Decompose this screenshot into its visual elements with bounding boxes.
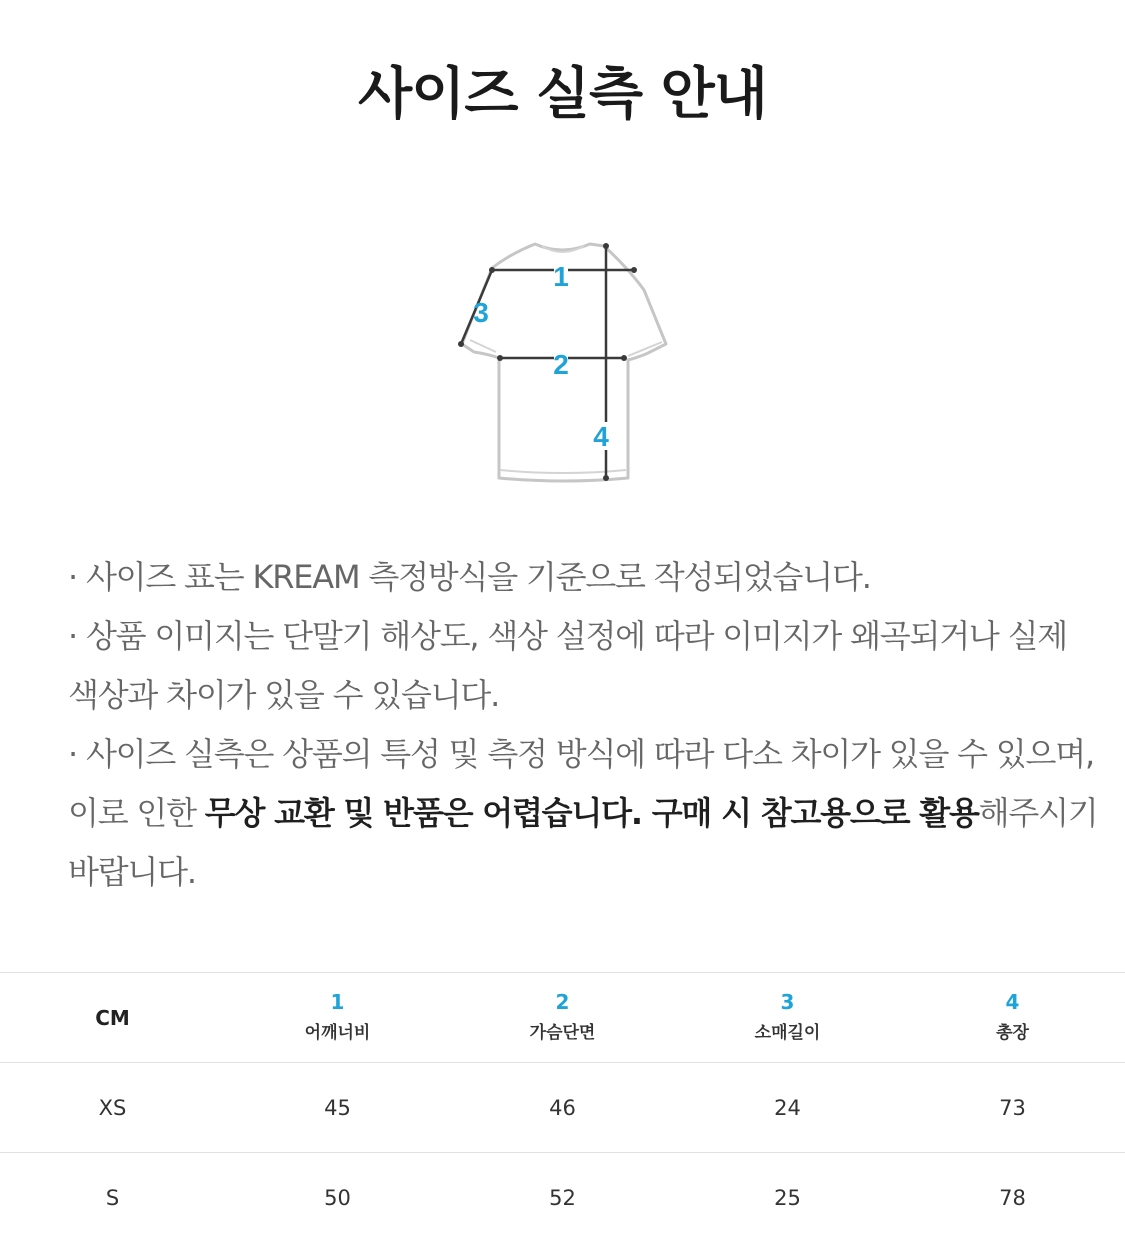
column-header bbox=[900, 988, 1125, 1048]
value-cell: 25 bbox=[774, 1185, 801, 1210]
value-cell: 78 bbox=[999, 1185, 1026, 1210]
column-header bbox=[675, 988, 900, 1048]
measure-label-3: 3 bbox=[473, 297, 489, 328]
note-text: 이로 인한 bbox=[68, 794, 205, 832]
size-cell: XS bbox=[98, 1095, 127, 1120]
column-header bbox=[450, 988, 675, 1048]
value-cell: 24 bbox=[774, 1095, 801, 1120]
column-label: 가슴단면 bbox=[529, 1022, 596, 1043]
column-label: 소매길이 bbox=[754, 1022, 821, 1043]
column-number: 1 bbox=[330, 989, 345, 1014]
value-cell: 52 bbox=[549, 1185, 576, 1210]
size-cell: S bbox=[105, 1185, 120, 1210]
unit-header: CM bbox=[95, 1005, 130, 1030]
measure-label-1: 1 bbox=[553, 261, 569, 292]
table-row bbox=[0, 1152, 1125, 1242]
column-label: 어깨너비 bbox=[304, 1022, 371, 1043]
column-number: 4 bbox=[1005, 989, 1020, 1014]
tshirt-measurement-diagram bbox=[440, 232, 680, 492]
note-text: 해주시기 bbox=[978, 794, 1098, 832]
value-cell: 46 bbox=[549, 1095, 576, 1120]
tshirt-icon bbox=[440, 232, 680, 492]
size-notes bbox=[68, 548, 1098, 902]
column-label: 총장 bbox=[996, 1022, 1029, 1043]
table-row bbox=[0, 1062, 1125, 1152]
size-table bbox=[0, 972, 1125, 1242]
note-line: 바랍니다. bbox=[68, 853, 196, 891]
value-cell: 50 bbox=[324, 1185, 351, 1210]
page-title: 사이즈 실측 안내 bbox=[358, 62, 767, 127]
note-emphasis: 무상 교환 및 반품은 어렵습니다. 구매 시 참고용으로 활용 bbox=[204, 794, 979, 832]
column-header bbox=[225, 988, 450, 1048]
measure-label-4: 4 bbox=[593, 421, 609, 452]
column-number: 2 bbox=[555, 989, 570, 1014]
column-number: 3 bbox=[780, 989, 795, 1014]
note-line: · 상품 이미지는 단말기 해상도, 색상 설정에 따라 이미지가 왜곡되거나 실제 bbox=[68, 617, 1068, 655]
note-line: 색상과 차이가 있을 수 있습니다. bbox=[68, 676, 500, 714]
value-cell: 45 bbox=[324, 1095, 351, 1120]
measure-label-2: 2 bbox=[553, 349, 569, 380]
table-header-row bbox=[0, 972, 1125, 1062]
note-line bbox=[68, 784, 1098, 843]
note-line: · 사이즈 표는 KREAM 측정방식을 기준으로 작성되었습니다. bbox=[68, 558, 871, 596]
value-cell: 73 bbox=[999, 1095, 1026, 1120]
note-line: · 사이즈 실측은 상품의 특성 및 측정 방식에 따라 다소 차이가 있을 수 있으며, bbox=[68, 735, 1094, 773]
